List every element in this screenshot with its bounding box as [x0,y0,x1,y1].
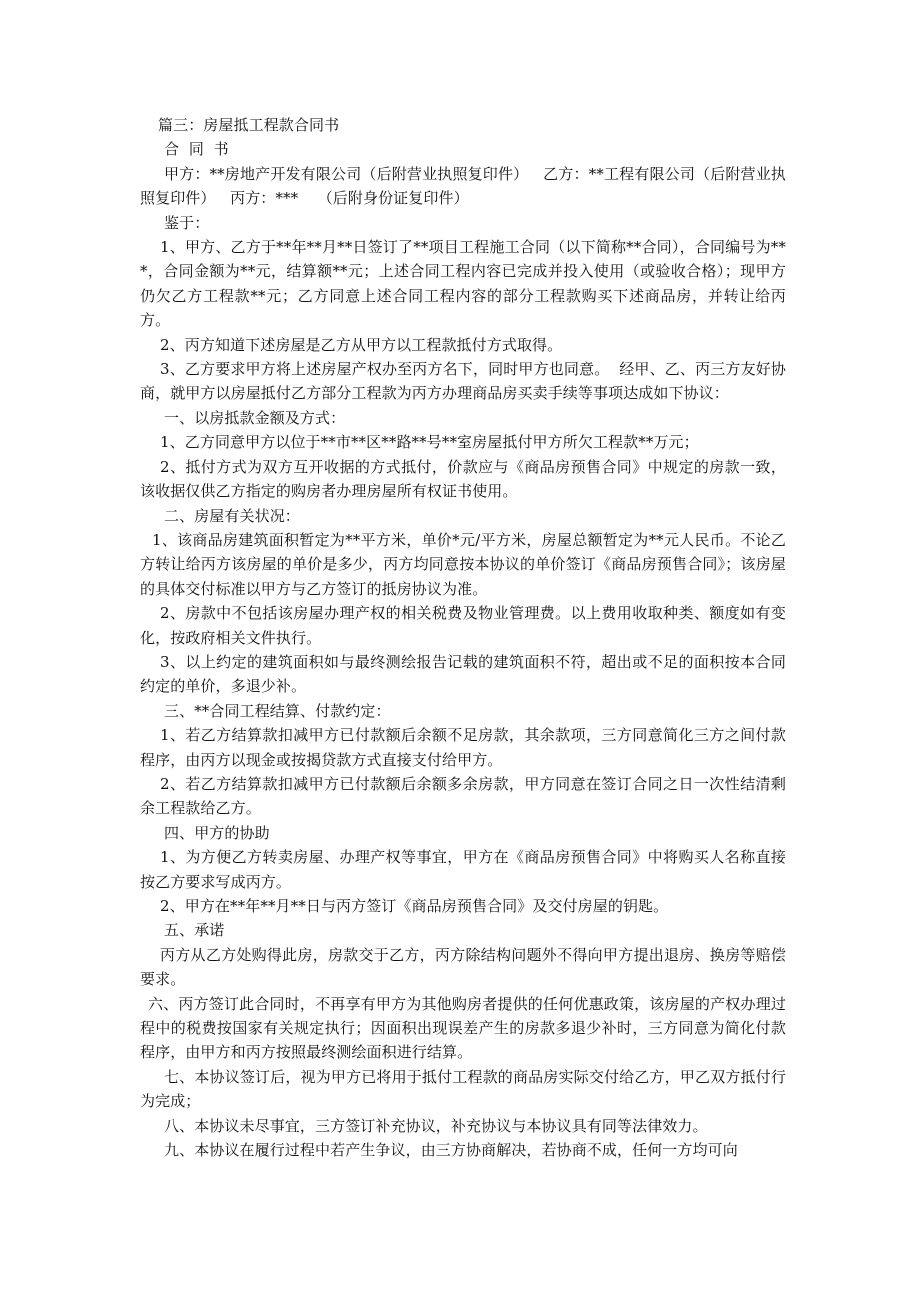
document-subheading: 合 同 书 [164,140,229,159]
whereas-item-1: 1、甲方、乙方于**年**月**日签订了**项目工程施工合同（以下简称**合同），合同编号为***，合同金额为**元，结算额**元；上述合同工程内容已完成并投入使用（或验收合格）；现甲方仍欠乙方工程款**元；乙方同意上述合同工程内容的部分工程款购买下述商品房，并转让给丙方。 [140,238,786,330]
section-6-text: 六、丙方签订此合同时，不再享有甲方为其他购房者提供的任何优惠政策，该房屋的产权办理过程中的税费按国家有关规定执行；因面积出现误差产生的房款多退少补时，三方同意为简化付款程序，由甲方和丙方按照最终测绘面积进行结算。 [140,994,786,1062]
section-2-item-2: 2、房款中不包括该房屋办理产权的相关税费及物业管理费。以上费用收取种类、额度如有变化，按政府相关文件执行。 [140,604,786,647]
section-3-title: 三、**合同工程结算、付款约定： [164,701,391,720]
section-5-title: 五、承诺 [164,921,225,940]
section-2-item-1: 1、该商品房建筑面积暂定为**平方米，单价*元/平方米，房屋总额暂定为**元人民币。不论乙方转让给丙方该房屋的单价是多少，丙方均同意按本协议的单价签订《商品房预售合同》；该房屋的具体交付标准以甲方与乙方签订的抵房协议为准。 [140,530,786,598]
section-1-item-1: 1、乙方同意甲方以位于**市**区**路**号**室房屋抵付甲方所欠工程款**万元； [160,433,699,452]
parties-paragraph: 甲方：**房地产开发有限公司（后附营业执照复印件） 乙方：**工程有限公司（后附营业执照复印件） 丙方：*** （后附身份证复印件） [140,164,786,208]
section-5-text: 丙方从乙方处购得此房，房款交于乙方，丙方除结构问题外不得向甲方提出退房、换房等赔偿要求。 [140,945,786,989]
whereas-item-2: 2、丙方知道下述房屋是乙方从甲方以工程款抵付方式取得。 [160,335,563,354]
section-4-title: 四、甲方的协助 [164,823,270,842]
section-4-item-2: 2、甲方在**年**月**日与丙方签订《商品房预售合同》及交付房屋的钥匙。 [160,897,669,915]
section-2-title: 二、房屋有关状况： [164,506,300,525]
whereas-label: 鉴于： [164,213,210,232]
section-3-item-2: 2、若乙方结算款扣减甲方已付款额后余额多余房款，甲方同意在签订合同之日一次性结清剩余工程款给乙方。 [140,774,786,818]
section-4-item-1: 1、为方便乙方转卖房屋、办理产权等事宜，甲方在《商品房预售合同》中将购买人名称直接按乙方要求写成丙方。 [140,848,786,891]
section-1-item-2: 2、抵付方式为双方互开收据的方式抵付，价款应与《商品房预售合同》中规定的房款一致，该收据仅供乙方指定的购房者办理房屋所有权证书使用。 [140,457,786,501]
section-7-text: 七、本协议签订后，视为甲方已将用于抵付工程款的商品房实际交付给乙方，甲乙双方抵付行为完成； [140,1067,786,1111]
whereas-item-3: 3、乙方要求甲方将上述房屋产权办至丙方名下，同时甲方也同意。 经甲、乙、丙三方友好协商，就甲方以房屋抵付乙方部分工程款为丙方办理商品房买卖手续等事项达成如下协议： [140,360,786,403]
document-heading: 篇三：房屋抵工程款合同书 [158,116,340,134]
section-1-title: 一、以房抵款金额及方式： [164,408,346,427]
section-9-text: 九、本协议在履行过程中若产生争议，由三方协商解决，若协商不成，任何一方均可向 [164,1141,738,1160]
section-8-text: 八、本协议未尽事宜，三方签订补充协议，补充协议与本协议具有同等法律效力。 [164,1116,708,1135]
contract-body [140,113,786,1162]
section-3-item-1: 1、若乙方结算款扣减甲方已付款额后余额不足房款，其余款项，三方同意简化三方之间付款程序，由丙方以现金或按揭贷款方式直接支付给甲方。 [140,726,786,769]
section-2-item-3: 3、以上约定的建筑面积如与最终测绘报告记载的建筑面积不符，超出或不足的面积按本合同约定的单价，多退少补。 [140,652,786,696]
